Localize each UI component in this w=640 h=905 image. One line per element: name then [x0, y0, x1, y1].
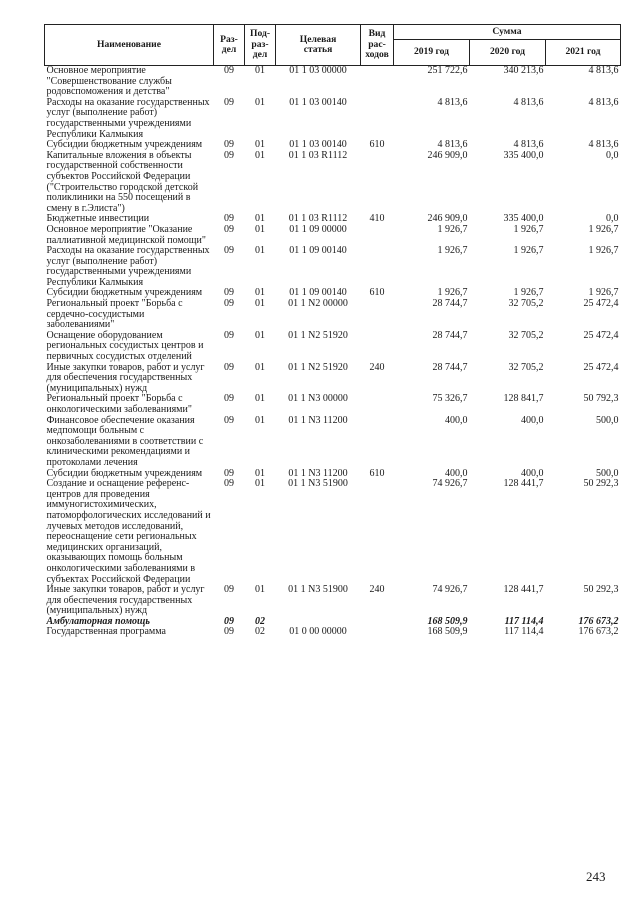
row-target: 01 1 N2 00000 — [288, 298, 348, 310]
row-sum-2019: 400,0 — [445, 467, 468, 479]
row-sum-2021: 50 792,3 — [583, 393, 619, 405]
table-row — [45, 416, 621, 469]
row-razdel: 09 — [224, 626, 234, 638]
row-vid — [361, 151, 394, 215]
row-target: 01 0 00 00000 — [289, 626, 347, 638]
table-header — [45, 25, 621, 66]
row-target: 01 1 03 00140 — [289, 96, 347, 108]
row-sum-2020: 1 926,7 — [513, 287, 544, 299]
row-name: Основное мероприятие "Совершенствование службы родовспоможения и детства" — [46, 65, 172, 98]
row-razdel: 09 — [224, 223, 234, 235]
row-name: Расходы на оказание государственных услуг (выполнение работ) государственными учреждениями Республики Калмыкия — [46, 245, 210, 288]
row-sum-2021: 0,0 — [606, 149, 619, 161]
row-sum-2021: 25 472,4 — [583, 298, 619, 310]
row-sum-2019: 1 926,7 — [437, 245, 468, 257]
row-target: 01 1 09 00140 — [289, 245, 347, 257]
table-row — [45, 299, 621, 331]
row-sum-2021: 4 813,6 — [588, 96, 619, 108]
row-razdel: 09 — [224, 213, 234, 225]
row-sum-2019: 4 813,6 — [437, 96, 468, 108]
header-name: Наименование — [45, 25, 214, 66]
row-vid — [361, 617, 394, 628]
row-sum-2021: 1 926,7 — [588, 223, 619, 235]
row-target: 01 1 N3 51900 — [288, 584, 348, 596]
row-sum-2021: 50 292,3 — [583, 478, 619, 490]
row-podrazdel: 01 — [255, 584, 265, 596]
row-target: 01 1 N3 00000 — [288, 393, 348, 405]
row-sum-2021: 0,0 — [606, 213, 619, 225]
table-row — [45, 394, 621, 415]
row-podrazdel: 01 — [255, 329, 265, 341]
row-sum-2019: 28 744,7 — [432, 361, 468, 373]
row-sum-2020: 1 926,7 — [513, 223, 544, 235]
table-row — [45, 225, 621, 246]
row-sum-2021: 500,0 — [596, 467, 619, 479]
row-name: Иные закупки товаров, работ и услуг для обеспечения государственных (муниципальных) нужд — [46, 361, 205, 394]
row-sum-2021: 25 472,4 — [583, 361, 619, 373]
row-podrazdel: 01 — [255, 96, 265, 108]
row-vid — [361, 627, 394, 638]
row-vid: 610 — [369, 467, 385, 479]
row-sum-2020: 335 400,0 — [503, 149, 544, 161]
row-name: Субсидии бюджетным учреждениям — [46, 467, 203, 479]
row-sum-2021: 25 472,4 — [583, 329, 619, 341]
row-name: Субсидии бюджетным учреждениям — [46, 139, 203, 151]
row-target: 01 1 03 00000 — [289, 65, 347, 76]
row-vid: 240 — [369, 361, 385, 373]
row-sum-2020: 400,0 — [521, 467, 544, 479]
row-name: Бюджетные инвестиции — [46, 213, 150, 225]
row-sum-2020: 400,0 — [521, 414, 544, 426]
row-sum-2019: 74 926,7 — [432, 584, 468, 596]
row-podrazdel: 01 — [255, 65, 265, 76]
table-row — [45, 627, 621, 638]
row-razdel: 09 — [224, 287, 234, 299]
row-sum-2019: 74 926,7 — [432, 478, 468, 490]
row-name: Оснащение оборудованием региональных сосудистых центров и первичных сосудистых отделений — [46, 329, 204, 363]
row-name: Финансовое обеспечение оказания медпомощи больным с онкозаболеваниями в соответствии с клиническими рекомендациями и протоколами лечения — [46, 414, 204, 468]
header-year-2021: 2021 год — [546, 40, 621, 66]
row-name: Субсидии бюджетным учреждениям — [46, 287, 203, 299]
header-podrazdel: Под- раз- дел — [245, 25, 276, 66]
row-razdel: 09 — [224, 393, 234, 405]
row-target: 01 1 09 00000 — [289, 223, 347, 235]
row-vid — [361, 299, 394, 331]
row-sum-2019: 1 926,7 — [437, 223, 468, 235]
row-sum-2019: 246 909,0 — [427, 149, 468, 161]
row-razdel: 09 — [224, 584, 234, 596]
table-row — [45, 585, 621, 617]
row-razdel: 09 — [224, 65, 234, 76]
row-vid — [361, 98, 394, 140]
row-sum-2020: 335 400,0 — [503, 213, 544, 225]
row-sum-2020: 340 213,6 — [503, 65, 544, 76]
row-name: Создание и оснащение референс-центров для проведения иммуногистохимических, патоморфологических исследований и лучевых методов исследований, переоснащение сети региональных медицинских организаций, оказывающих помощь больным онкологическими заболеваниями в субъектах Российской Федерации — [46, 478, 211, 585]
row-vid: 610 — [369, 139, 385, 151]
row-podrazdel: 01 — [255, 393, 265, 405]
row-name: Основное мероприятие "Оказание паллиативной медицинской помощи" — [46, 223, 206, 246]
header-razdel: Раз- дел — [214, 25, 245, 66]
row-target: 01 1 N3 11200 — [288, 467, 348, 479]
row-name: Государственная программа — [46, 626, 166, 638]
row-razdel: 09 — [224, 149, 234, 161]
row-sum-2021: 176 673,2 — [578, 615, 619, 627]
row-vid: 240 — [369, 584, 385, 596]
row-podrazdel: 01 — [255, 361, 265, 373]
row-name: Капитальные вложения в объекты государственной собственности субъектов Российской Федерации ("Строительство городской детской поликлиники на 550 посещений в смену в г.Элиста") — [46, 149, 199, 214]
row-vid — [361, 394, 394, 415]
row-sum-2019: 1 926,7 — [437, 287, 468, 299]
row-target: 01 1 03 R1112 — [288, 213, 348, 225]
row-sum-2020: 32 705,2 — [508, 329, 544, 341]
row-name: Амбулаторная помощь — [46, 615, 150, 627]
row-vid — [361, 416, 394, 469]
row-podrazdel: 01 — [255, 213, 265, 225]
row-sum-2019: 4 813,6 — [437, 139, 468, 151]
row-sum-2019: 28 744,7 — [432, 329, 468, 341]
row-target: 01 1 09 00140 — [289, 287, 347, 299]
row-podrazdel: 02 — [255, 626, 265, 638]
row-target: 01 1 N3 11200 — [288, 414, 348, 426]
row-sum-2020: 1 926,7 — [513, 245, 544, 257]
table-row — [45, 98, 621, 140]
row-sum-2019: 168 509,9 — [427, 615, 468, 627]
row-name: Региональный проект "Борьба с онкологическими заболеваниями" — [46, 393, 192, 415]
row-podrazdel: 01 — [255, 223, 265, 235]
row-razdel: 09 — [224, 478, 234, 490]
table-body — [45, 66, 621, 639]
row-podrazdel: 01 — [255, 149, 265, 161]
header-year-2020: 2020 год — [470, 40, 546, 66]
header-year-2019: 2019 год — [394, 40, 470, 66]
row-sum-2019: 246 909,0 — [427, 213, 468, 225]
table-row — [45, 66, 621, 98]
row-podrazdel: 01 — [255, 414, 265, 426]
row-sum-2020: 128 841,7 — [503, 393, 544, 405]
row-podrazdel: 02 — [255, 615, 265, 627]
row-razdel: 09 — [224, 329, 234, 341]
row-target: 01 1 03 00140 — [289, 139, 347, 151]
row-podrazdel: 01 — [255, 478, 265, 490]
row-sum-2021: 4 813,6 — [588, 65, 619, 76]
row-vid: 610 — [369, 287, 385, 299]
row-name: Иные закупки товаров, работ и услуг для обеспечения государственных (муниципальных) нужд — [46, 584, 205, 617]
row-sum-2021: 1 926,7 — [588, 245, 619, 257]
row-sum-2021: 4 813,6 — [588, 139, 619, 151]
table-row — [45, 151, 621, 215]
row-sum-2021: 500,0 — [596, 414, 619, 426]
table-row — [45, 331, 621, 363]
row-vid — [361, 479, 394, 585]
table-row — [45, 363, 621, 395]
row-target: 01 1 N3 51900 — [288, 478, 348, 490]
row-razdel: 09 — [224, 245, 234, 257]
row-sum-2020: 117 114,4 — [504, 615, 544, 627]
row-vid — [361, 331, 394, 363]
header-target: Целевая статья — [276, 25, 361, 66]
header-sum: Сумма — [394, 25, 621, 40]
row-podrazdel: 01 — [255, 287, 265, 299]
row-sum-2020: 32 705,2 — [508, 361, 544, 373]
row-vid — [361, 225, 394, 246]
row-target: 01 1 N2 51920 — [288, 329, 348, 341]
row-sum-2020: 128 441,7 — [503, 584, 544, 596]
row-sum-2021: 50 292,3 — [583, 584, 619, 596]
row-razdel: 09 — [224, 615, 234, 627]
row-vid: 410 — [369, 213, 385, 225]
row-sum-2019: 400,0 — [445, 414, 468, 426]
row-razdel: 09 — [224, 139, 234, 151]
row-target: 01 1 03 R1112 — [288, 149, 348, 161]
row-sum-2020: 117 114,4 — [504, 626, 544, 638]
row-sum-2019: 28 744,7 — [432, 298, 468, 310]
header-vid: Вид рас- ходов — [361, 25, 394, 66]
row-razdel: 09 — [224, 361, 234, 373]
row-razdel: 09 — [224, 298, 234, 310]
row-vid — [361, 66, 394, 98]
page-number: 243 — [586, 869, 606, 884]
row-name: Расходы на оказание государственных услуг (выполнение работ) государственными учреждениями Республики Калмыкия — [46, 96, 210, 140]
row-vid — [361, 246, 394, 288]
row-podrazdel: 01 — [255, 245, 265, 257]
table-row — [45, 479, 621, 585]
row-razdel: 09 — [224, 467, 234, 479]
row-sum-2020: 4 813,6 — [513, 139, 544, 151]
row-sum-2019: 75 326,7 — [432, 393, 468, 405]
row-podrazdel: 01 — [255, 139, 265, 151]
row-sum-2020: 4 813,6 — [513, 96, 544, 108]
row-sum-2021: 1 926,7 — [588, 287, 619, 299]
budget-table — [44, 24, 621, 638]
row-sum-2021: 176 673,2 — [578, 626, 619, 638]
row-sum-2020: 32 705,2 — [508, 298, 544, 310]
row-target: 01 1 N2 51920 — [288, 361, 348, 373]
row-podrazdel: 01 — [255, 467, 265, 479]
table-row — [45, 246, 621, 288]
row-podrazdel: 01 — [255, 298, 265, 310]
row-razdel: 09 — [224, 414, 234, 426]
row-name: Региональный проект "Борьба с сердечно-сосудистыми заболеваниями" — [46, 298, 183, 331]
row-sum-2020: 128 441,7 — [503, 478, 544, 490]
row-sum-2019: 168 509,9 — [427, 626, 468, 638]
row-razdel: 09 — [224, 96, 234, 108]
row-sum-2019: 251 722,6 — [427, 65, 468, 76]
